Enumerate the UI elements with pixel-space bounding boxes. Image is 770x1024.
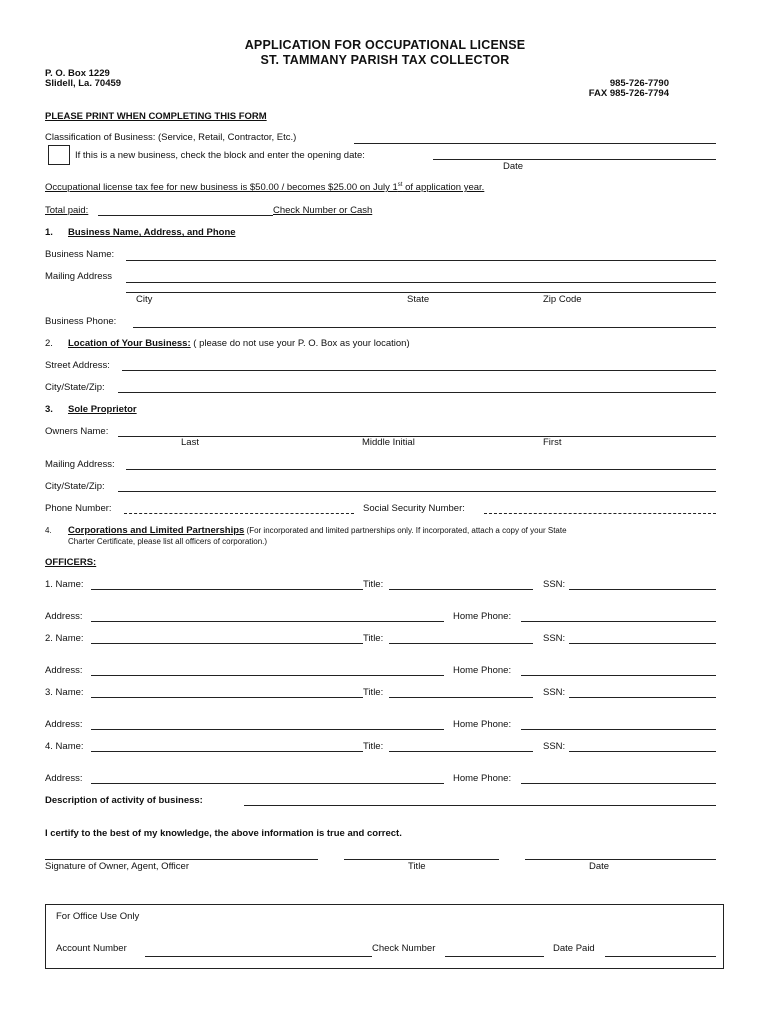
- business-name-input[interactable]: [126, 260, 716, 261]
- owner-mailing-label: Mailing Address:: [45, 459, 115, 470]
- check-or-cash-label: Check Number or Cash: [273, 205, 373, 216]
- officer-title-input[interactable]: [389, 643, 533, 644]
- date-input[interactable]: [525, 859, 716, 860]
- officer-ssn-input[interactable]: [569, 643, 716, 644]
- certify-statement: I certify to the best of my knowledge, the above information is true and correct.: [45, 828, 402, 839]
- office-check-input[interactable]: [445, 956, 544, 957]
- total-paid-label: Total paid:: [45, 205, 89, 216]
- owner-phone-input[interactable]: [124, 513, 354, 514]
- business-phone-input[interactable]: [133, 327, 716, 328]
- officer-home-phone-label: Home Phone:: [453, 719, 512, 730]
- mailing-address-label: Mailing Address: [45, 271, 113, 282]
- officer-ssn-input[interactable]: [569, 697, 716, 698]
- location-csz-input[interactable]: [118, 392, 716, 393]
- location-csz-label: City/State/Zip:: [45, 382, 105, 393]
- title-caption: Title: [408, 861, 426, 872]
- last-caption: Last: [181, 437, 199, 448]
- date-paid-label: Date Paid: [553, 943, 595, 954]
- description-input[interactable]: [244, 805, 716, 806]
- officer-address-label: Address:: [45, 665, 83, 676]
- officer-title-input[interactable]: [389, 697, 533, 698]
- officer-name-label: 1. Name:: [45, 579, 84, 590]
- officer-home-phone-label: Home Phone:: [453, 773, 512, 784]
- section4-heading-line: Corporations and Limited Partnerships (For incorporated and limited partnerships only. If incorporated, attach a copy of your State: [68, 525, 567, 536]
- owner-csz-label: City/State/Zip:: [45, 481, 105, 492]
- officer-address-label: Address:: [45, 719, 83, 730]
- officer-title-label: Title:: [363, 741, 384, 752]
- officer-home-phone-label: Home Phone:: [453, 665, 512, 676]
- section4-note: Charter Certificate, please list all officers of corporation.): [68, 537, 268, 546]
- officer-ssn-label: SSN:: [543, 633, 566, 644]
- section3-heading: Sole Proprietor: [68, 404, 137, 415]
- city-caption: City: [136, 294, 153, 305]
- signature-input[interactable]: [45, 859, 318, 860]
- office-phone: 985-726-7790: [609, 78, 669, 89]
- officer-ssn-input[interactable]: [569, 751, 716, 752]
- officer-name-input[interactable]: [91, 589, 363, 590]
- new-business-checkbox[interactable]: [48, 145, 70, 165]
- section4-num: 4.: [45, 526, 52, 535]
- officer-name-input[interactable]: [91, 751, 363, 752]
- owner-phone-label: Phone Number:: [45, 503, 112, 514]
- officer-title-label: Title:: [363, 579, 384, 590]
- office-use-heading: For Office Use Only: [56, 911, 140, 922]
- officer-ssn-label: SSN:: [543, 741, 566, 752]
- title-input[interactable]: [344, 859, 499, 860]
- form-subtitle: ST. TAMMANY PARISH TAX COLLECTOR: [260, 53, 510, 67]
- officer-address-label: Address:: [45, 611, 83, 622]
- officer-ssn-label: SSN:: [543, 687, 566, 698]
- date-caption-footer: Date: [589, 861, 610, 872]
- owner-ssn-input[interactable]: [484, 513, 716, 514]
- section1-num: 1.: [45, 227, 53, 238]
- section1-heading: Business Name, Address, and Phone: [68, 227, 236, 238]
- street-address-label: Street Address:: [45, 360, 110, 371]
- officer-title-label: Title:: [363, 633, 384, 644]
- officer-name-input[interactable]: [91, 697, 363, 698]
- account-number-label: Account Number: [56, 943, 127, 954]
- officer-name-label: 2. Name:: [45, 633, 84, 644]
- city-address: Slidell, La. 70459: [45, 78, 122, 89]
- office-use-box: [45, 904, 724, 969]
- officer-address-input[interactable]: [91, 729, 444, 730]
- officer-title-input[interactable]: [389, 589, 533, 590]
- first-caption: First: [543, 437, 562, 448]
- date-caption: Date: [503, 161, 524, 172]
- print-notice: PLEASE PRINT WHEN COMPLETING THIS FORM: [45, 111, 267, 122]
- opening-date-input[interactable]: [433, 159, 716, 160]
- date-paid-input[interactable]: [605, 956, 716, 957]
- city-state-zip-input[interactable]: [126, 292, 716, 293]
- section2-heading-line: Location of Your Business: ( please do not use your P. O. Box as your location): [68, 338, 410, 349]
- form-title: APPLICATION FOR OCCUPATIONAL LICENSE: [244, 38, 526, 52]
- owner-ssn-label: Social Security Number:: [363, 503, 465, 514]
- officer-name-label: 4. Name:: [45, 741, 84, 752]
- classification-input[interactable]: [354, 143, 716, 144]
- classification-label: Classification of Business: (Service, Retail, Contractor, Etc.): [45, 132, 297, 143]
- officer-home-phone-input[interactable]: [521, 729, 716, 730]
- officer-address-input[interactable]: [91, 621, 444, 622]
- officer-name-input[interactable]: [91, 643, 363, 644]
- middle-initial-caption: Middle Initial: [362, 437, 415, 448]
- officer-home-phone-input[interactable]: [521, 621, 716, 622]
- fee-notice: Occupational license tax fee for new business is $50.00 / becomes $25.00 on July 1st of application year.: [45, 182, 485, 194]
- officer-title-input[interactable]: [389, 751, 533, 752]
- officer-home-phone-input[interactable]: [521, 675, 716, 676]
- office-check-label: Check Number: [372, 943, 436, 954]
- zip-caption: Zip Code: [543, 294, 582, 305]
- new-business-label: If this is a new business, check the block and enter the opening date:: [75, 150, 365, 161]
- mailing-address-input[interactable]: [126, 282, 716, 283]
- officer-address-input[interactable]: [91, 783, 444, 784]
- officer-name-label: 3. Name:: [45, 687, 84, 698]
- officer-home-phone-label: Home Phone:: [453, 611, 512, 622]
- po-box: P. O. Box 1229: [45, 68, 110, 79]
- description-label: Description of activity of business:: [45, 795, 203, 806]
- section2-num: 2.: [45, 338, 53, 349]
- owners-name-label: Owners Name:: [45, 426, 109, 437]
- state-caption: State: [407, 294, 430, 305]
- owners-name-input[interactable]: [118, 436, 716, 437]
- street-address-input[interactable]: [122, 370, 716, 371]
- officer-ssn-label: SSN:: [543, 579, 566, 590]
- signature-caption: Signature of Owner, Agent, Officer: [45, 861, 189, 872]
- owner-mailing-input[interactable]: [126, 469, 716, 470]
- total-paid-input[interactable]: [98, 215, 273, 216]
- officer-ssn-input[interactable]: [569, 589, 716, 590]
- business-phone-label: Business Phone:: [45, 316, 117, 327]
- account-number-input[interactable]: [145, 956, 372, 957]
- officer-title-label: Title:: [363, 687, 384, 698]
- officer-address-input[interactable]: [91, 675, 444, 676]
- owner-csz-input[interactable]: [118, 491, 716, 492]
- officers-heading: OFFICERS:: [45, 557, 97, 568]
- office-fax: FAX 985-726-7794: [588, 88, 669, 99]
- section3-num: 3.: [45, 404, 53, 415]
- officer-address-label: Address:: [45, 773, 83, 784]
- business-name-label: Business Name:: [45, 249, 115, 260]
- officer-home-phone-input[interactable]: [521, 783, 716, 784]
